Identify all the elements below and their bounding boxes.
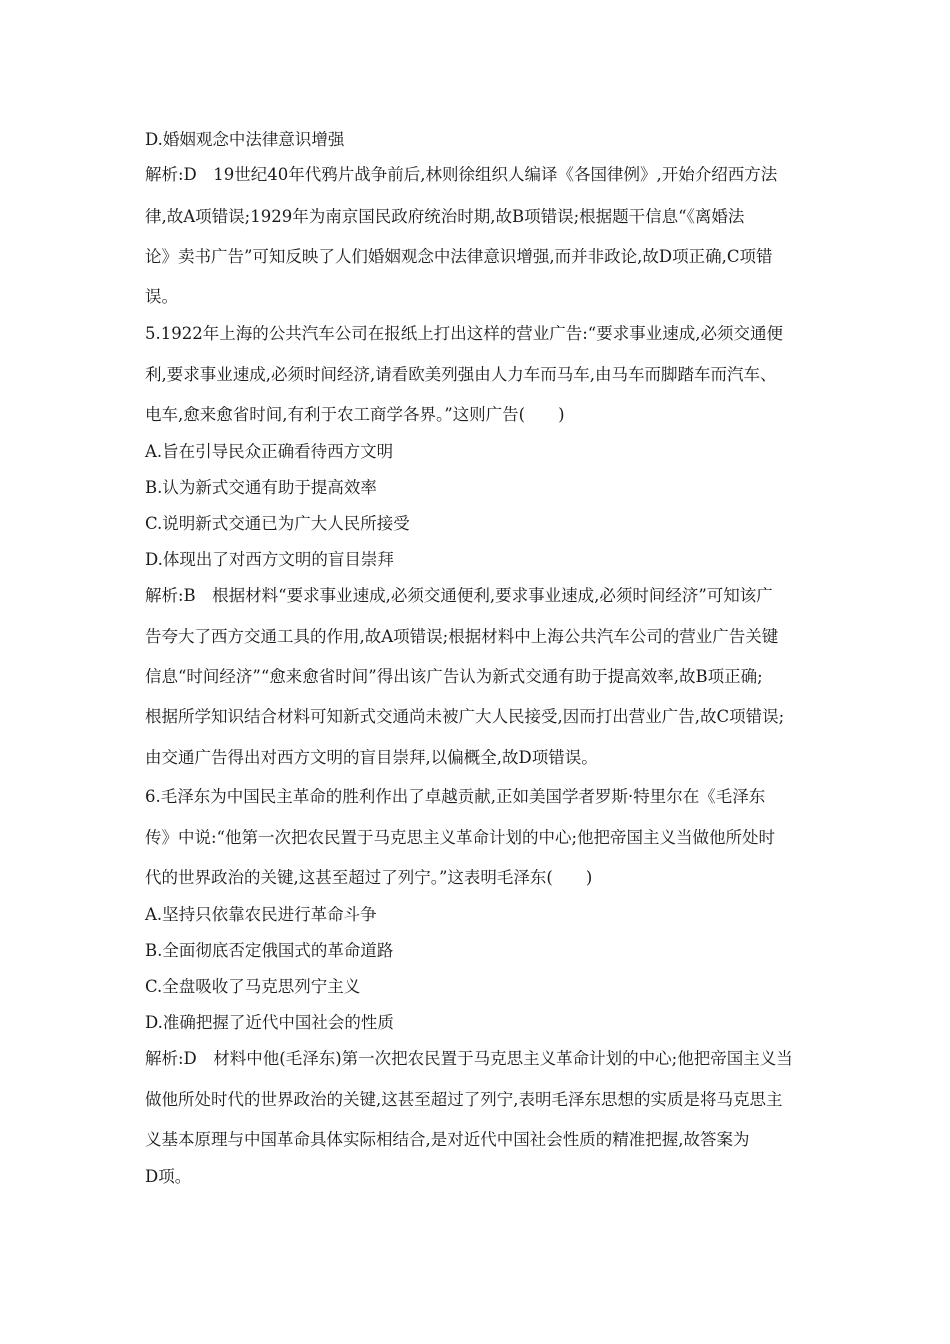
q5-stem-line-3: 电车,愈来愈省时间,有利于农工商学各界。”这则广告( )	[145, 405, 565, 424]
q5-analysis-line-4: 根据所学知识结合材料可知新式交通尚未被广大人民接受,因而打出营业广告,故C项错误;	[145, 707, 785, 726]
q5-analysis-line-5: 由交通广告得出对西方文明的盲目崇拜,以偏概全,故D项错误。	[145, 748, 598, 767]
q5-stem-line-1: 5.1922年上海的公共汽车公司在报纸上打出这样的营业广告:“要求事业速成,必须交通便	[145, 324, 783, 343]
q5-option-c: C.说明新式交通已为广大人民所接受	[145, 514, 410, 533]
q5-option-b: B.认为新式交通有助于提高效率	[145, 478, 377, 497]
q6-option-d: D.准确把握了近代中国社会的性质	[145, 1013, 394, 1032]
q4-analysis-line-2: 律,故A项错误;1929年为南京国民政府统治时期,故B项错误;根据题干信息“《离婚法	[145, 207, 745, 226]
q5-option-a: A.旨在引导民众正确看待西方文明	[145, 442, 394, 461]
q6-stem-line-1: 6.毛泽东为中国民主革命的胜利作出了卓越贡献,正如美国学者罗斯·特里尔在《毛泽东	[145, 787, 766, 806]
q5-analysis-line-1: 解析:B 根据材料“要求事业速成,必须交通便利,要求事业速成,必须时间经济”可知该广	[145, 586, 773, 605]
q6-stem-line-3: 代的世界政治的关键,这甚至超过了列宁。”这表明毛泽东( )	[145, 868, 593, 887]
q5-option-d: D.体现出了对西方文明的盲目崇拜	[145, 550, 394, 569]
q6-analysis-line-1: 解析:D 材料中他(毛泽东)第一次把农民置于马克思主义革命计划的中心;他把帝国主义当	[145, 1049, 793, 1068]
q5-stem-line-2: 利,要求事业速成,必须时间经济,请看欧美列强由人力车而马车,由马车而脚踏车而汽车、	[145, 365, 777, 384]
q5-analysis-line-3: 信息“时间经济”“愈来愈省时间”得出该广告认为新式交通有助于提高效率,故B项正确;	[145, 667, 763, 686]
q6-analysis-line-4: D项。	[145, 1167, 192, 1186]
q6-analysis-line-3: 义基本原理与中国革命具体实际相结合,是对近代中国社会性质的精准把握,故答案为	[145, 1130, 750, 1149]
q4-analysis-line-4: 误。	[145, 287, 178, 306]
q6-option-b: B.全面彻底否定俄国式的革命道路	[145, 941, 394, 960]
q6-option-c: C.全盘吸收了马克思列宁主义	[145, 977, 361, 996]
q5-analysis-line-2: 告夸大了西方交通工具的作用,故A项错误;根据材料中上海公共汽车公司的营业广告关键	[145, 627, 779, 646]
q4-option-d: D.婚姻观念中法律意识增强	[145, 130, 345, 149]
q6-analysis-line-2: 做他所处时代的世界政治的关键,这甚至超过了列宁,表明毛泽东思想的实质是将马克思主	[145, 1090, 783, 1109]
q6-stem-line-2: 传》中说:“他第一次把农民置于马克思主义革命计划的中心;他把帝国主义当做他所处时	[145, 828, 776, 847]
q4-analysis-line-3: 论》卖书广告”可知反映了人们婚姻观念中法律意识增强,而并非政论,故D项正确,C项错	[145, 247, 773, 266]
q4-analysis-line-1: 解析:D 19世纪40年代鸦片战争前后,林则徐组织人编译《各国律例》,开始介绍西方法	[145, 165, 778, 184]
q6-option-a: A.坚持只依靠农民进行革命斗争	[145, 905, 377, 924]
